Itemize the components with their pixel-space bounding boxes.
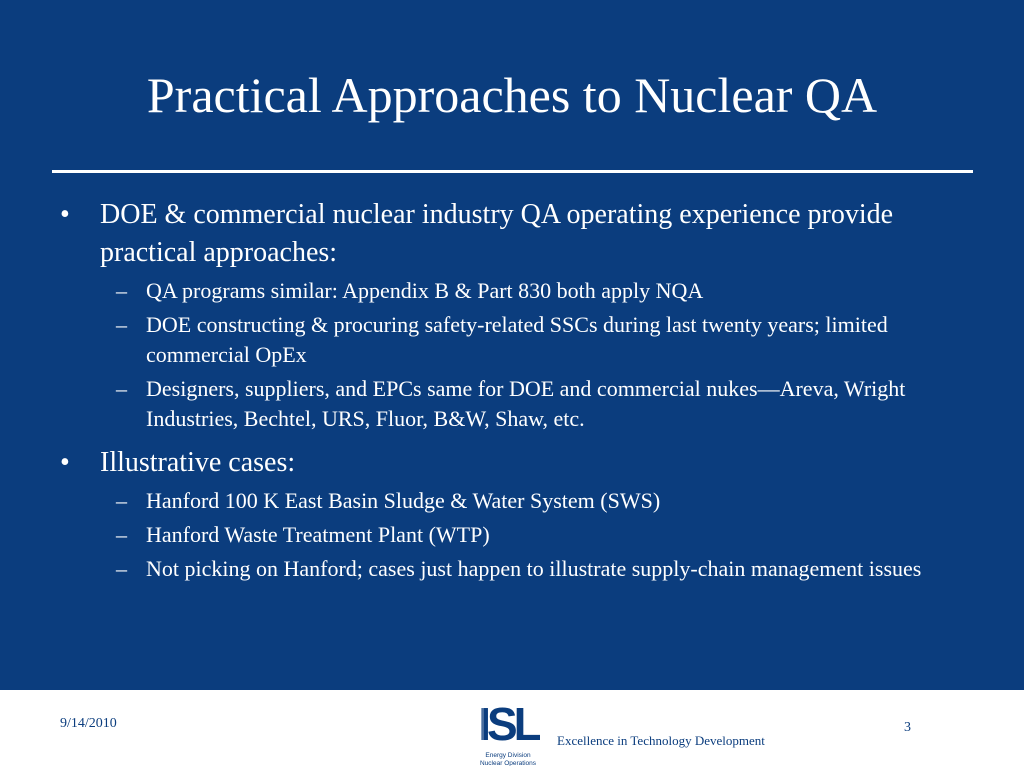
sub-bullet-marker: – bbox=[116, 556, 127, 581]
sub-bullet-item bbox=[60, 554, 965, 584]
bullet-item bbox=[60, 196, 965, 272]
bullet-marker: • bbox=[60, 199, 70, 230]
footer-date: 9/14/2010 bbox=[60, 716, 117, 731]
sub-bullet-marker: – bbox=[116, 488, 127, 513]
sub-bullet-text: Hanford Waste Treatment Plant (WTP) bbox=[146, 522, 490, 547]
sub-bullet-marker: – bbox=[116, 312, 127, 337]
page-number: 3 bbox=[904, 720, 911, 735]
sub-bullet-text: DOE constructing & procuring safety-related SSCs during last twenty years; limited commercial OpEx bbox=[146, 312, 888, 367]
slide-title: Practical Approaches to Nuclear QA bbox=[146, 67, 878, 123]
isl-logo bbox=[476, 694, 540, 766]
bullet-item bbox=[60, 444, 965, 482]
sub-bullet-marker: – bbox=[116, 376, 127, 401]
logo-letters: ISL bbox=[478, 698, 538, 750]
bullet-marker: • bbox=[60, 447, 70, 478]
sub-bullet-item bbox=[60, 374, 965, 434]
slide-footer bbox=[0, 690, 1024, 768]
title-divider bbox=[52, 170, 973, 173]
sub-bullet-text: Hanford 100 K East Basin Sludge & Water System (SWS) bbox=[146, 488, 661, 513]
bullet-text: DOE & commercial nuclear industry QA operating experience provide practical approaches: bbox=[100, 199, 894, 268]
sub-bullet-text: Designers, suppliers, and EPCs same for DOE and commercial nukes—Areva, Wright Industries, Bechtel, URS, Fluor, B&W, Shaw, etc. bbox=[146, 376, 906, 431]
sub-bullet-item bbox=[60, 486, 965, 516]
bullet-list bbox=[60, 192, 965, 584]
sub-bullet-item bbox=[60, 520, 965, 550]
sub-bullet-text: Not picking on Hanford; cases just happen to illustrate supply-chain management issues bbox=[146, 556, 922, 581]
sub-bullet-item bbox=[60, 310, 965, 370]
sub-bullet-marker: – bbox=[116, 278, 127, 303]
logo-line-2: Nuclear Operations bbox=[480, 760, 536, 766]
sub-bullet-text: QA programs similar: Appendix B & Part 830 both apply NQA bbox=[146, 278, 704, 303]
sub-bullet-marker: – bbox=[116, 522, 127, 547]
sub-bullet-item bbox=[60, 276, 965, 306]
bullet-text: Illustrative cases: bbox=[100, 447, 296, 478]
logo-line-1: Energy Division bbox=[485, 752, 531, 759]
footer-tagline: Excellence in Technology Development bbox=[557, 733, 765, 748]
